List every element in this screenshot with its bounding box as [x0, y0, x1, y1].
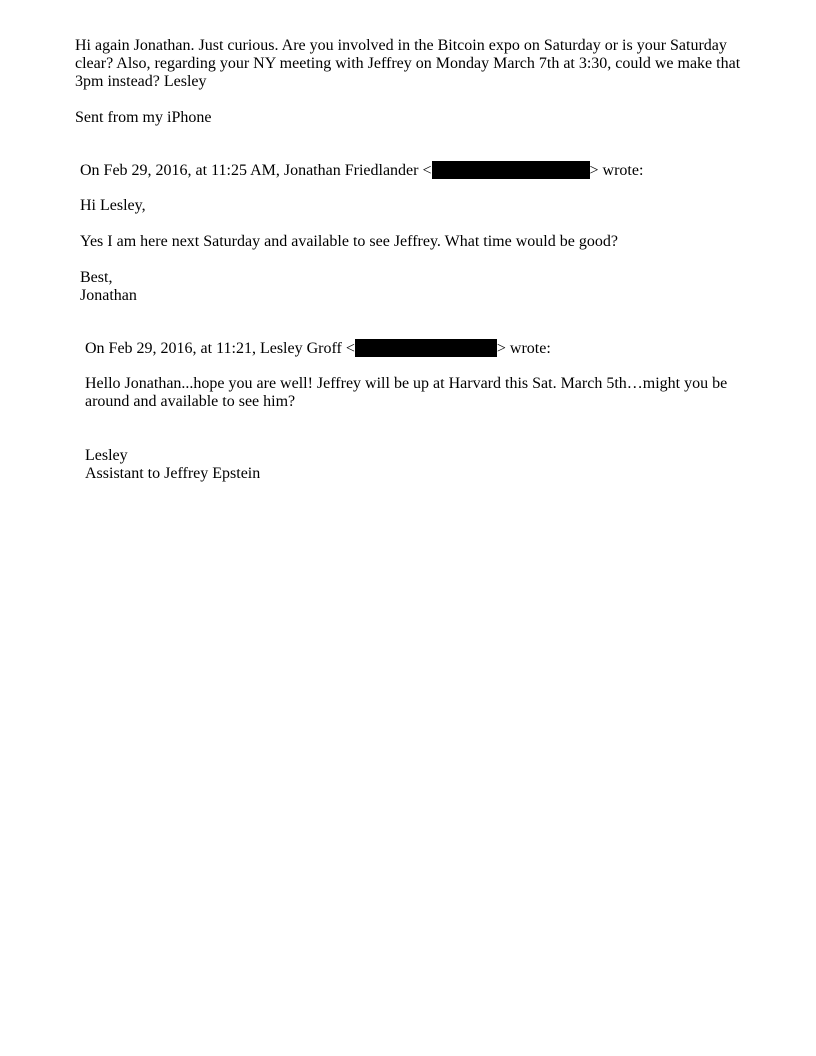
quote2-closing-block	[85, 447, 260, 483]
quote2-name: Lesley	[85, 447, 128, 464]
quote1-closing-block	[80, 269, 137, 305]
quote1-greeting: Hi Lesley,	[80, 197, 146, 214]
quote1-closing: Best,	[80, 269, 113, 286]
quote1-header	[80, 161, 643, 180]
quote1-header-suffix: > wrote:	[589, 162, 644, 179]
message-body: Hi again Jonathan. Just curious. Are you involved in the Bitcoin expo on Saturday or is your Saturday clear? Also, regarding your NY meeting with Jeffrey on Monday March 7th at 3:30, could we make that 3pm instead? Lesley	[75, 37, 741, 90]
quote2-body: Hello Jonathan...hope you are well! Jeffrey will be up at Harvard this Sat. March 5th…might you be around and available to see him?	[85, 375, 728, 410]
quote2-header-prefix: On Feb 29, 2016, at 11:21, Lesley Groff <	[85, 340, 355, 357]
quote2-header-suffix: > wrote:	[496, 340, 551, 357]
quote1-body: Yes I am here next Saturday and available to see Jeffrey. What time would be good?	[80, 233, 618, 250]
quote1-name: Jonathan	[80, 287, 137, 304]
redacted-email-box	[355, 339, 497, 357]
quote1-header-prefix: On Feb 29, 2016, at 11:25 AM, Jonathan Friedlander <	[80, 162, 432, 179]
redacted-email-box	[432, 161, 590, 179]
signature: Sent from my iPhone	[75, 109, 212, 126]
quote2-title: Assistant to Jeffrey Epstein	[85, 465, 261, 482]
quote2-header	[85, 339, 551, 358]
